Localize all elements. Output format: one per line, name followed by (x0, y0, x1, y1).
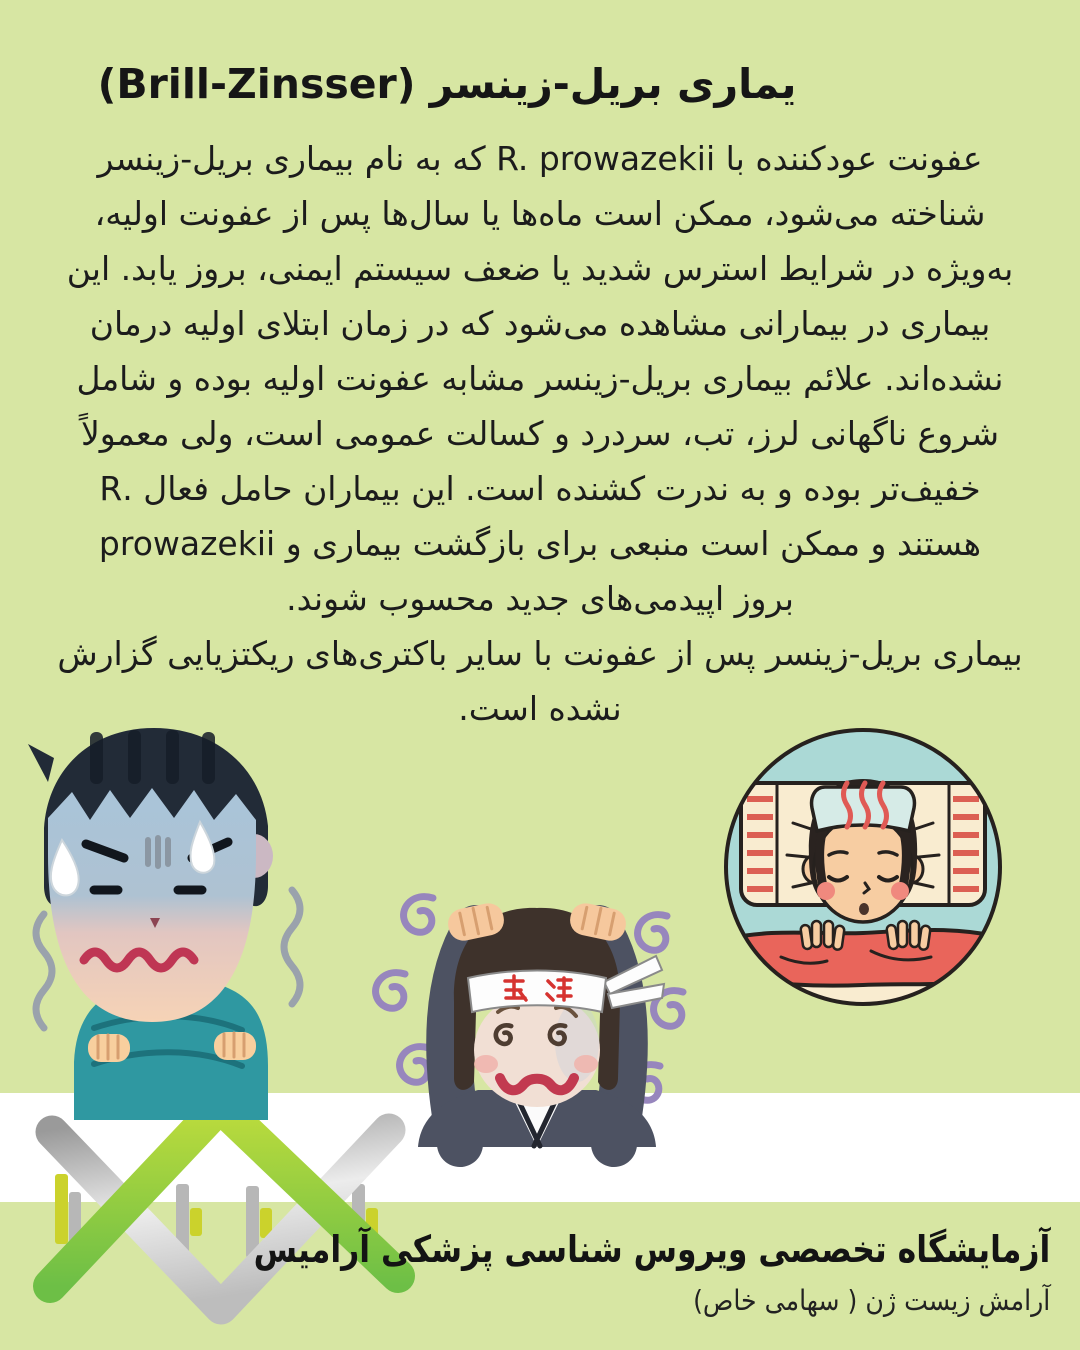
stressed-person-illustration (372, 882, 702, 1192)
shivering-person-illustration (2, 722, 320, 1120)
blanket (723, 930, 1003, 986)
lab-name: آزمایشگاه تخصصی ویروس شناسی پزشکی آرامیس (253, 1228, 1050, 1271)
face (48, 788, 256, 1022)
company-line: آرامش زیست ژن ( سهامی خاص) (692, 1284, 1050, 1317)
body-text-line: به‌ویژه در شرایط استرس شدید یا ضعف سیستم ایمنی، بروز یابد. این (66, 249, 1014, 288)
body-text-line: عفونت عودکننده با R. prowazekii که به نام بیماری بریل-زینسر (97, 139, 983, 178)
body-text-line: نشده است. (458, 689, 622, 728)
body-text-line: شناخته می‌شود، ممکن است ماه‌ها یا سال‌ها پس از عفونت اولیه، (94, 194, 986, 233)
body-text-line: شروع ناگهانی لرز، تب، سردرد و کسالت عمومی است، ولی معمولاً (80, 414, 1000, 453)
body-text-line: بیماری بریل-زینسر پس از عفونت با سایر باکتری‌های ریکتزیایی گزارش (57, 634, 1023, 673)
page-title: یماری بریل-زینسر (Brill-Zinsser) (97, 60, 797, 108)
body-text-line: نشده‌اند. علائم بیماری بریل-زینسر مشابه عفونت اولیه بوده و شامل (76, 359, 1004, 398)
head (28, 728, 273, 1022)
cheek (574, 1055, 598, 1073)
footer (113, 1222, 1050, 1322)
body-text-line: خفیف‌تر بوده و به ندرت کشنده است. این بیماران حامل فعال .R (99, 469, 981, 508)
body-text-line: بروز اپیدمی‌های جدید محسوب شوند. (286, 579, 794, 618)
body-text-line: بیماری در بیمارانی مشاهده می‌شود که در زمان ابتلای اولیه درمان (89, 304, 991, 343)
hand (214, 1032, 256, 1060)
body-text-line: prowazekii هستند و ممکن است منبعی برای بازگشت بیماری و (98, 524, 982, 563)
hand (88, 1034, 130, 1062)
gloom-lines (148, 838, 168, 866)
sick-in-bed-illustration (723, 727, 1003, 1007)
article-body (0, 131, 1080, 736)
cheek (474, 1055, 498, 1073)
